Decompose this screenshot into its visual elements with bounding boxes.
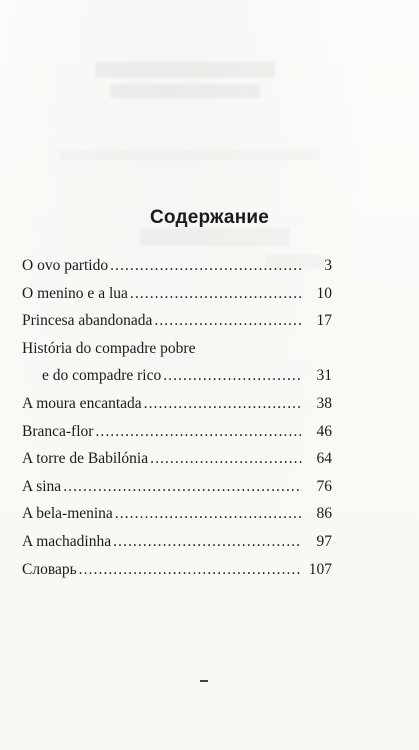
toc-page-number: 3 bbox=[324, 257, 332, 274]
toc-entry bbox=[22, 252, 332, 280]
toc-entry-title-continued: e do compadre rico bbox=[42, 367, 162, 385]
toc-leader-dots bbox=[95, 418, 302, 446]
toc-leader-dots bbox=[113, 528, 302, 556]
bleed-through-shade bbox=[60, 150, 320, 160]
toc-entry bbox=[22, 473, 332, 501]
toc-leader-dots bbox=[154, 307, 302, 335]
toc-leader-dots bbox=[115, 500, 302, 528]
toc-page-number: 86 bbox=[316, 505, 332, 523]
table-of-contents bbox=[22, 252, 332, 583]
toc-entry-title: O ovo partido bbox=[22, 257, 109, 274]
toc-entry-title: A bela-menina bbox=[22, 505, 113, 523]
toc-leader-dots bbox=[130, 280, 302, 308]
toc-entry-title: A moura encantada bbox=[22, 394, 142, 412]
toc-entry-title: A sina bbox=[22, 477, 62, 495]
toc-page-number: 10 bbox=[316, 284, 332, 302]
toc-entry bbox=[22, 445, 332, 473]
toc-page-number: 97 bbox=[316, 532, 332, 550]
bleed-through-shade bbox=[110, 84, 260, 98]
toc-entry bbox=[22, 418, 332, 446]
page-title: Содержание bbox=[149, 207, 270, 228]
toc-entry-title: Словарь bbox=[22, 560, 77, 578]
toc-leader-dots bbox=[63, 473, 302, 501]
bleed-through-shade bbox=[95, 62, 275, 78]
toc-page-number: 31 bbox=[316, 367, 332, 385]
toc-entry-title: A torre de Babilónia bbox=[22, 450, 149, 468]
toc-leader-dots bbox=[163, 362, 302, 390]
toc-entry bbox=[22, 500, 332, 528]
page-footer-mark bbox=[200, 680, 208, 682]
toc-entry bbox=[22, 556, 332, 584]
toc-entry bbox=[22, 280, 332, 308]
toc-page-number: 76 bbox=[316, 477, 332, 495]
toc-entry-first-line bbox=[22, 335, 332, 363]
toc-leader-dots bbox=[79, 556, 302, 584]
toc-leader-dots bbox=[110, 252, 302, 280]
toc-entry bbox=[22, 390, 332, 418]
toc-entry-second-line bbox=[22, 362, 332, 390]
toc-entry bbox=[22, 528, 332, 556]
toc-page-number: 107 bbox=[308, 560, 332, 578]
toc-entry-title: História do compadre pobre bbox=[22, 339, 196, 357]
toc-page-number: 46 bbox=[316, 422, 332, 440]
toc-entry-title: Branca-flor bbox=[22, 422, 94, 440]
toc-leader-dots bbox=[144, 390, 302, 418]
toc-page-number: 64 bbox=[316, 450, 332, 468]
toc-page-number: 17 bbox=[316, 312, 332, 330]
toc-entry-title: A machadinha bbox=[22, 532, 112, 550]
bleed-through-shade bbox=[140, 228, 290, 246]
toc-entry-title: Princesa abandonada bbox=[22, 312, 153, 330]
toc-leader-dots bbox=[150, 445, 302, 473]
toc-entry bbox=[22, 307, 332, 335]
toc-entry-title: O menino e a lua bbox=[22, 284, 128, 302]
toc-page-number: 38 bbox=[316, 394, 332, 412]
